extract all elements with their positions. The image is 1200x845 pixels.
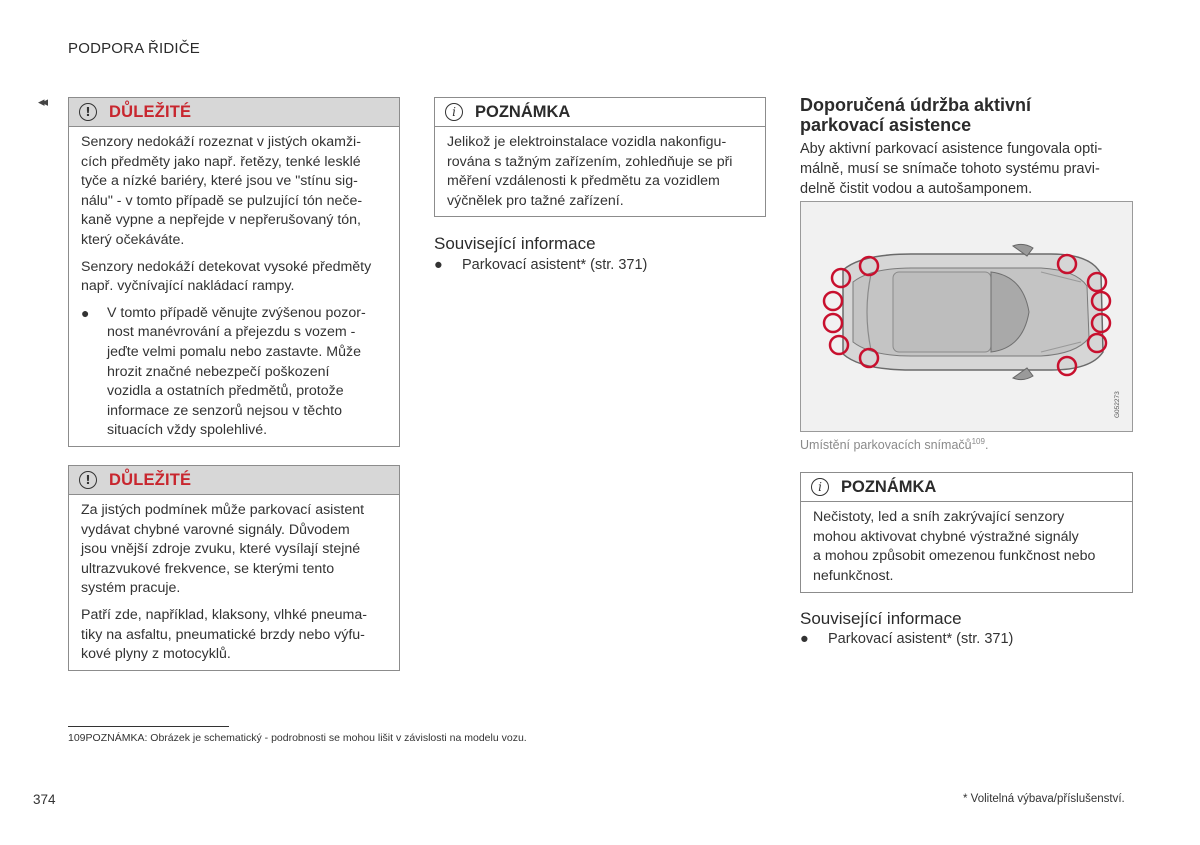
exclamation-icon: !	[79, 471, 97, 489]
optional-equipment-note: * Volitelná výbava/příslušenství.	[963, 793, 1125, 805]
important-box-1	[68, 97, 400, 447]
note-box-header	[435, 98, 765, 127]
footnote-ref[interactable]: 109	[971, 437, 985, 446]
note-box-header	[801, 473, 1132, 502]
page-number: 374	[33, 792, 56, 807]
important-paragraph-2: Senzory nedokáží detekovat vysoké předměty např. vyčnívající nakládací rampy.	[81, 258, 372, 295]
info-icon: i	[445, 103, 463, 121]
parking-sensor-figure	[800, 201, 1133, 432]
important-bullet: ● V tomto případě věnujte zvýšenou pozor- nost manévrování a přejezdu s vozem - jeďte velmi pomalu nebo zastavte. Může hrozit značné nebezpečí poškození vozidla a ostatních předmětů, protože informace ze senzorů nejsou v těchto situacích vždy spolehlivé.	[81, 304, 389, 441]
footnote-divider	[68, 726, 229, 727]
bullet-dot-icon: ●	[800, 631, 809, 647]
info-icon: i	[811, 478, 829, 496]
continued-marker-icon: ◂◂	[38, 94, 46, 109]
note-title: POZNÁMKA	[841, 477, 937, 496]
related-info-link[interactable]: ● Parkovací asistent* (str. 371)	[800, 631, 1014, 647]
important-box-header	[69, 466, 399, 495]
intro-paragraph: Aby aktivní parkovací asistence fungovala opti- málně, musí se snímače tohoto systému pravi- delně čistit vodou a autošamponem.	[800, 141, 1103, 197]
sensor-rear-left-icon	[824, 292, 842, 310]
note-text: Jelikož je elektroinstalace vozidla nakonfigu- rována s tažným zařízením, zohledňuje se při měření vzdálenosti k předmětu za vozidlem výčnělek pro tažné zařízení.	[447, 134, 733, 209]
note-text: Nečistoty, led a sníh zakrývající senzory mohou aktivovat chybné výstražné signály a mohou způsobit omezenou funkčnost nebo nefunkčnost.	[813, 509, 1096, 584]
important-box-2	[68, 465, 400, 671]
important-paragraph-1: Za jistých podmínek může parkovací asistent vydávat chybné varovné signály. Důvodem jsou vnější zdroje zvuku, které vysílají stejné ultrazvukové frekvence, se kterými tento systém pracuje.	[81, 502, 365, 597]
note-box-sensors	[800, 472, 1133, 593]
sensor-rear-right-icon	[824, 314, 842, 332]
car-top-view-illustration	[801, 202, 1132, 431]
figure-code: G052273	[1114, 391, 1121, 418]
important-title: DŮLEŽITÉ	[109, 102, 192, 121]
related-info-link[interactable]: ● Parkovací asistent* (str. 371)	[434, 257, 648, 273]
important-title: DŮLEŽITÉ	[109, 470, 192, 489]
bullet-dot-icon: ●	[81, 304, 90, 321]
section-heading: Doporučená údržba aktivní parkovací asistence	[800, 95, 1032, 135]
important-paragraph-2: Patří zde, například, klaksony, vlhké pneuma- tiky na asfaltu, pneumatické brzdy nebo výfu- kové plyny z motocyklů.	[81, 606, 367, 663]
important-box-header	[69, 98, 399, 127]
figure-caption: Umístění parkovacích snímačů$^{109}$.	[800, 437, 989, 453]
bullet-dot-icon: ●	[434, 257, 443, 273]
car-body	[843, 244, 1103, 379]
note-box-towbar	[434, 97, 766, 217]
page-header: PODPORA ŘIDIČE	[68, 40, 200, 57]
related-info-heading: Související informace	[800, 609, 962, 628]
related-info-heading: Související informace	[434, 234, 596, 253]
note-title: POZNÁMKA	[475, 102, 571, 121]
exclamation-icon: !	[79, 103, 97, 121]
important-paragraph-1: Senzory nedokáží rozeznat v jistých okamži- cích předměty jako např. řetězy, tenké lesklé tyče a nízké bariéry, které jsou ve "stínu sig- nálu" - v tomto případě se pulzující tón neče- kaně vypne a nepřejde v nepřerušovaný tón, který očekáváte.	[81, 134, 363, 248]
footnote: 109POZNÁMKA: Obrázek je schematický - podrobnosti se mohou lišit v závislosti na modelu vozu.	[68, 732, 527, 744]
